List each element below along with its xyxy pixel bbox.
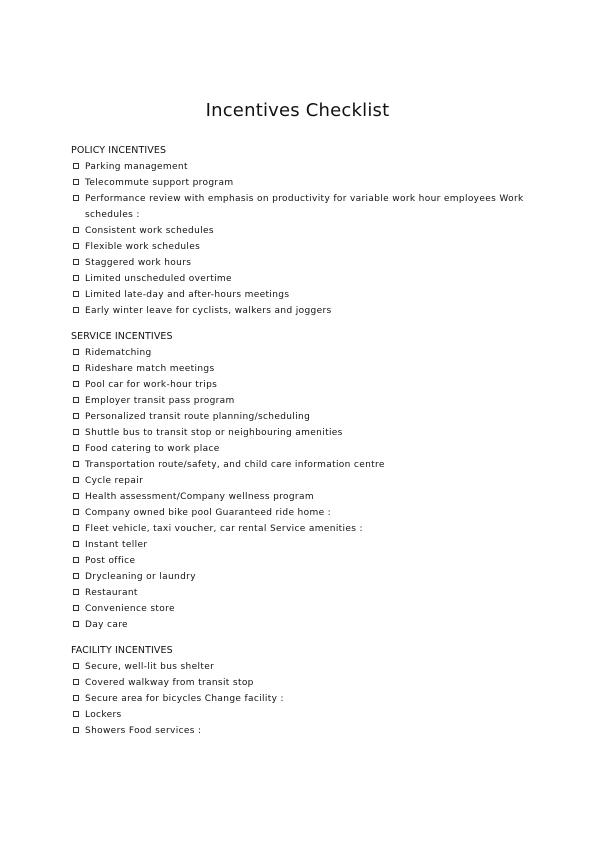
checklist-item-label: Instant teller xyxy=(85,540,148,550)
checklist-item xyxy=(71,303,541,319)
checklist-item xyxy=(71,457,541,473)
checklist-item xyxy=(71,409,541,425)
checklist xyxy=(71,345,541,633)
checklist-item-label: Telecommute support program xyxy=(85,178,234,188)
checklist-section xyxy=(71,143,541,319)
checklist-item xyxy=(71,473,541,489)
checklist-item xyxy=(71,255,541,271)
checklist-item-label: Food catering to work place xyxy=(85,444,220,454)
checkbox-icon[interactable] xyxy=(73,397,79,403)
checkbox-icon[interactable] xyxy=(73,365,79,371)
checkbox-icon[interactable] xyxy=(73,349,79,355)
section-heading: POLICY INCENTIVES xyxy=(71,145,167,156)
checklist-item-label: Cycle repair xyxy=(85,476,144,486)
checkbox-icon[interactable] xyxy=(73,541,79,547)
checkbox-icon[interactable] xyxy=(73,621,79,627)
checkbox-icon[interactable] xyxy=(73,509,79,515)
checklist-item-label: Health assessment/Company wellness program xyxy=(85,492,314,502)
checkbox-icon[interactable] xyxy=(73,413,79,419)
checklist-section xyxy=(71,643,541,739)
checklist-item-label: Covered walkway from transit stop xyxy=(85,678,254,688)
checkbox-icon[interactable] xyxy=(73,227,79,233)
checklist-item-label: Limited late-day and after-hours meetings xyxy=(85,290,290,300)
checklist-item xyxy=(71,223,541,239)
checklist-item-label: Drycleaning or laundry xyxy=(85,572,196,582)
checkbox-icon[interactable] xyxy=(73,589,79,595)
checklist-item-label: Consistent work schedules xyxy=(85,226,214,236)
checklist-item xyxy=(71,601,541,617)
checklist-item xyxy=(71,723,541,739)
checklist-item-label: Lockers xyxy=(85,710,122,720)
checklist-item-label: Parking management xyxy=(85,162,188,172)
checklist-item xyxy=(71,239,541,255)
checklist-item-label: Employer transit pass program xyxy=(85,396,235,406)
checklist-item xyxy=(71,617,541,633)
checklist-item xyxy=(71,537,541,553)
checklist xyxy=(71,159,541,319)
checkbox-icon[interactable] xyxy=(73,163,79,169)
checklist-item xyxy=(71,489,541,505)
checklist-item-label: Flexible work schedules xyxy=(85,242,201,252)
checklist xyxy=(71,659,541,739)
checklist-section xyxy=(71,329,541,633)
checklist-item xyxy=(71,191,541,223)
checklist-item-label: Post office xyxy=(85,556,136,566)
checklist-item xyxy=(71,377,541,393)
checkbox-icon[interactable] xyxy=(73,679,79,685)
checkbox-icon[interactable] xyxy=(73,179,79,185)
checkbox-icon[interactable] xyxy=(73,275,79,281)
section-heading: FACILITY INCENTIVES xyxy=(71,645,173,656)
checklist-item-label: Shuttle bus to transit stop or neighbouring amenities xyxy=(85,428,343,438)
checklist-item xyxy=(71,659,541,675)
checklist-item-label: Limited unscheduled overtime xyxy=(85,274,232,284)
document-title: Incentives Checklist xyxy=(205,100,390,121)
checklist-item xyxy=(71,361,541,377)
checklist-item xyxy=(71,159,541,175)
checkbox-icon[interactable] xyxy=(73,525,79,531)
checklist-item xyxy=(71,393,541,409)
checklist-item xyxy=(71,287,541,303)
checkbox-icon[interactable] xyxy=(73,493,79,499)
checkbox-icon[interactable] xyxy=(73,461,79,467)
checklist-item-label: Performance review with emphasis on productivity for variable work hour employees Work schedules : xyxy=(85,194,524,220)
checkbox-icon[interactable] xyxy=(73,291,79,297)
checkbox-icon[interactable] xyxy=(73,605,79,611)
checklist-item-label: Convenience store xyxy=(85,604,175,614)
checkbox-icon[interactable] xyxy=(73,557,79,563)
checklist-item xyxy=(71,675,541,691)
checkbox-icon[interactable] xyxy=(73,711,79,717)
checklist-item xyxy=(71,553,541,569)
checkbox-icon[interactable] xyxy=(73,445,79,451)
checkbox-icon[interactable] xyxy=(73,477,79,483)
checkbox-icon[interactable] xyxy=(73,195,79,201)
checkbox-icon[interactable] xyxy=(73,243,79,249)
checklist-item-label: Rideshare match meetings xyxy=(85,364,215,374)
checklist-item-label: Secure area for bicycles Change facility : xyxy=(85,694,284,704)
checklist-item xyxy=(71,345,541,361)
checkbox-icon[interactable] xyxy=(73,727,79,733)
checklist-item xyxy=(71,441,541,457)
checklist-item-label: Restaurant xyxy=(85,588,138,598)
checklist-item-label: Company owned bike pool Guaranteed ride home : xyxy=(85,508,332,518)
checklist-item xyxy=(71,175,541,191)
checklist-item-label: Secure, well-lit bus shelter xyxy=(85,662,215,672)
checklist-item xyxy=(71,585,541,601)
checklist-item-label: Staggered work hours xyxy=(85,258,192,268)
checklist-item-label: Personalized transit route planning/scheduling xyxy=(85,412,311,422)
checkbox-icon[interactable] xyxy=(73,259,79,265)
checklist-item-label: Early winter leave for cyclists, walkers and joggers xyxy=(85,306,332,316)
checklist-item xyxy=(71,521,541,537)
checklist-item-label: Showers Food services : xyxy=(85,726,202,736)
checklist-item xyxy=(71,707,541,723)
checkbox-icon[interactable] xyxy=(73,307,79,313)
checklist-item xyxy=(71,691,541,707)
checkbox-icon[interactable] xyxy=(73,429,79,435)
checklist-item xyxy=(71,425,541,441)
checkbox-icon[interactable] xyxy=(73,695,79,701)
checklist-item xyxy=(71,569,541,585)
checklist-item-label: Ridematching xyxy=(85,348,152,358)
checklist-content xyxy=(71,143,541,739)
checkbox-icon[interactable] xyxy=(73,381,79,387)
checklist-item-label: Pool car for work-hour trips xyxy=(85,380,218,390)
checklist-item-label: Day care xyxy=(85,620,128,630)
checklist-item xyxy=(71,505,541,521)
checkbox-icon[interactable] xyxy=(73,573,79,579)
checkbox-icon[interactable] xyxy=(73,663,79,669)
checklist-item-label: Fleet vehicle, taxi voucher, car rental Service amenities : xyxy=(85,524,363,534)
checklist-item-label: Transportation route/safety, and child care information centre xyxy=(85,460,385,470)
section-heading: SERVICE INCENTIVES xyxy=(71,331,173,342)
checklist-item xyxy=(71,271,541,287)
